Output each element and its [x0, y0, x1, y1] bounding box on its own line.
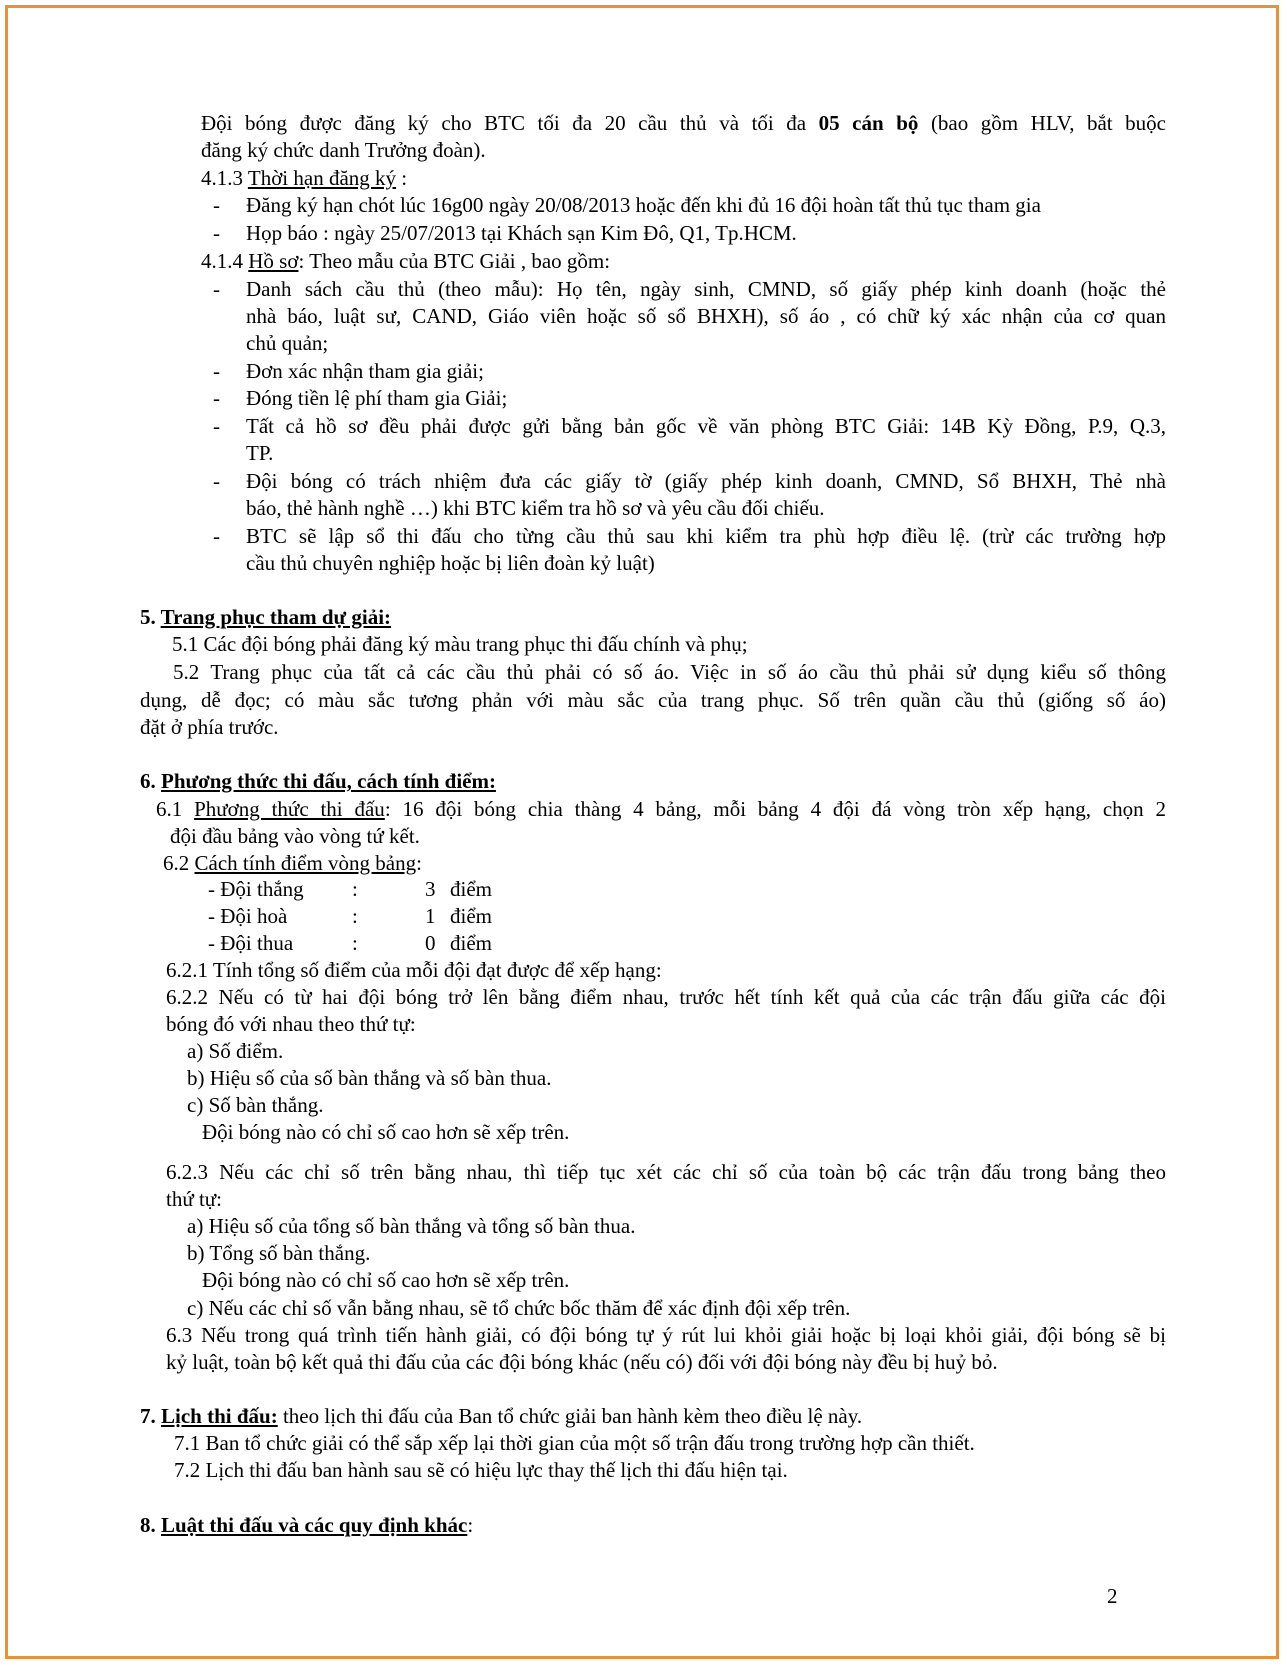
bullet-dash: - [213, 221, 220, 245]
points-row-label: - Đội thắng [208, 877, 304, 901]
docs-item-6-line2: cầu thủ chuyên nghiệp hoặc bị liên đoàn kỷ luật) [246, 551, 655, 575]
reg-deadline: Đăng ký hạn chót lúc 16g00 ngày 20/08/2013 hoặc đến khi đủ 16 đội hoàn tất thủ tục tham gia [246, 193, 1041, 217]
s5-p1: 5.1 Các đội bóng phải đăng ký màu trang phục thi đấu chính và phụ; [172, 632, 748, 656]
s622-item-c: c) Số bàn thắng. [187, 1093, 324, 1117]
s622-item-b: b) Hiệu số của số bàn thắng và số bàn thua. [187, 1066, 552, 1090]
points-row-value: 3 [425, 877, 436, 901]
s414-heading: 4.1.4 Hồ sơ: Theo mẫu của BTC Giải , bao gồm: [201, 249, 611, 273]
points-row-label: - Đội hoà [208, 904, 288, 928]
s413-heading: 4.1.3 Thời hạn đăng ký : [201, 166, 408, 190]
points-row-value: 1 [425, 904, 436, 928]
s61-line1: 6.1 Phương thức thi đấu: 16 đội bóng chia thàng 4 bảng, mỗi bảng 4 đội đá vòng tròn xếp hạng, chọn 2 [156, 797, 1166, 821]
s4-intro-line1: Đội bóng được đăng ký cho BTC tối đa 20 cầu thủ và tối đa 05 cán bộ (bao gồm HLV, bắt buộc [201, 111, 1166, 135]
points-row-sep: : [352, 931, 358, 955]
docs-item-4-line1: Tất cả hồ sơ đều phải được gửi bằng bản gốc về văn phòng BTC Giải: 14B Kỳ Đồng, P.9, Q.3, [246, 414, 1166, 438]
bullet-dash: - [213, 414, 220, 438]
bullet-dash: - [213, 469, 220, 493]
s7-p2: 7.2 Lịch thi đấu ban hành sau sẽ có hiệu lực thay thế lịch thi đấu hiện tại. [174, 1458, 788, 1482]
s4-intro-line2: đăng ký chức danh Trưởng đoàn). [201, 138, 486, 162]
s621: 6.2.1 Tính tổng số điểm của mỗi đội đạt được để xếp hạng: [166, 958, 662, 982]
bullet-dash: - [213, 277, 220, 301]
docs-item-5-line2: báo, thẻ hành nghề …) khi BTC kiểm tra hồ sơ và yêu cầu đối chiếu. [246, 496, 825, 520]
s5-p2-line3: đặt ở phía trước. [140, 715, 279, 739]
s623-line1: 6.2.3 Nếu các chỉ số trên bằng nhau, thì tiếp tục xét các chỉ số của toàn bộ các trận đấu trong bảng theo [166, 1160, 1166, 1184]
points-row-label: - Đội thua [208, 931, 294, 955]
bullet-dash: - [213, 193, 220, 217]
s5-p2-line2: dụng, dễ đọc; có màu sắc tương phản với màu sắc của trang phục. Số trên quần cầu thủ (giống số áo) [140, 688, 1166, 712]
s6-heading: 6. Phương thức thi đấu, cách tính điểm: [140, 769, 496, 793]
s8-heading: 8. Luật thi đấu và các quy định khác: [140, 1513, 474, 1537]
docs-item-5-line1: Đội bóng có trách nhiệm đưa các giấy tờ (giấy phép kinh doanh, CMND, Sổ BHXH, Thẻ nhà [246, 469, 1166, 493]
docs-item-3: Đóng tiền lệ phí tham gia Giải; [246, 386, 508, 410]
s5-heading: 5. Trang phục tham dự giải: [140, 605, 392, 629]
docs-item-1-line1: Danh sách cầu thủ (theo mẫu): Họ tên, ngày sinh, CMND, số giấy phép kinh doanh (hoặc thẻ [246, 277, 1166, 301]
s7-p1: 7.1 Ban tổ chức giải có thể sắp xếp lại thời gian của một số trận đấu trong trường hợp cần thiết. [174, 1431, 975, 1455]
s622-line2: bóng đó với nhau theo thứ tự: [166, 1012, 416, 1036]
points-row-value: 0 [425, 931, 436, 955]
s622-end: Đội bóng nào có chỉ số cao hơn sẽ xếp trên. [202, 1120, 570, 1144]
s61-line2: đội đầu bảng vào vòng tứ kết. [170, 824, 420, 848]
points-row-sep: : [352, 904, 358, 928]
points-row-unit: điểm [450, 877, 492, 901]
docs-item-6-line1: BTC sẽ lập sổ thi đấu cho từng cầu thủ sau khi kiểm tra phù hợp điều lệ. (trừ các trường hợp [246, 524, 1166, 548]
s7-heading: 7. Lịch thi đấu: theo lịch thi đấu của Ban tổ chức giải ban hành kèm theo điều lệ này. [140, 1404, 863, 1428]
docs-item-1-line2: nhà báo, luật sư, CAND, Giáo viên hoặc số sổ BHXH), số áo , có chữ ký xác nhận của cơ quan [246, 304, 1166, 328]
s623-line2: thứ tự: [166, 1187, 223, 1211]
s62-heading: 6.2 Cách tính điểm vòng bảng: [163, 851, 422, 875]
s623-item-c: c) Nếu các chỉ số vẫn bằng nhau, sẽ tổ chức bốc thăm để xác định đội xếp trên. [187, 1296, 851, 1320]
bullet-dash: - [213, 359, 220, 383]
page-number: 2 [1107, 1584, 1118, 1608]
docs-item-2: Đơn xác nhận tham gia giải; [246, 359, 484, 383]
s63-line2: kỷ luật, toàn bộ kết quả thi đấu của các đội bóng khác (nếu có) đối với đội bóng này đều bị huỷ bỏ. [166, 1350, 998, 1374]
docs-item-1-line3: chủ quản; [246, 331, 329, 355]
points-row-unit: điểm [450, 931, 492, 955]
points-row-sep: : [352, 877, 358, 901]
s623-end: Đội bóng nào có chỉ số cao hơn sẽ xếp trên. [202, 1268, 570, 1292]
s63-line1: 6.3 Nếu trong quá trình tiến hành giải, có đội bóng tự ý rút lui khỏi giải hoặc bị loại khỏi giải, đội bóng sẽ bị [166, 1323, 1166, 1347]
press-conference: Họp báo : ngày 25/07/2013 tại Khách sạn Kim Đô, Q1, Tp.HCM. [246, 221, 797, 245]
s623-item-a: a) Hiệu số của tổng số bàn thắng và tổng số bàn thua. [187, 1214, 636, 1238]
s5-p2-line1: 5.2 Trang phục của tất cả các cầu thủ phải có số áo. Việc in số áo cầu thủ phải sử dụng kiểu số thông [173, 660, 1166, 684]
bullet-dash: - [213, 386, 220, 410]
points-row-unit: điểm [450, 904, 492, 928]
s622-line1: 6.2.2 Nếu có từ hai đội bóng trở lên bằng điểm nhau, trước hết tính kết quả của các trận đấu giữa các đội [166, 985, 1166, 1009]
s623-item-b: b) Tổng số bàn thắng. [187, 1241, 371, 1265]
bullet-dash: - [213, 524, 220, 548]
s622-item-a: a) Số điểm. [187, 1039, 284, 1063]
docs-item-4-line2: TP. [246, 441, 274, 465]
